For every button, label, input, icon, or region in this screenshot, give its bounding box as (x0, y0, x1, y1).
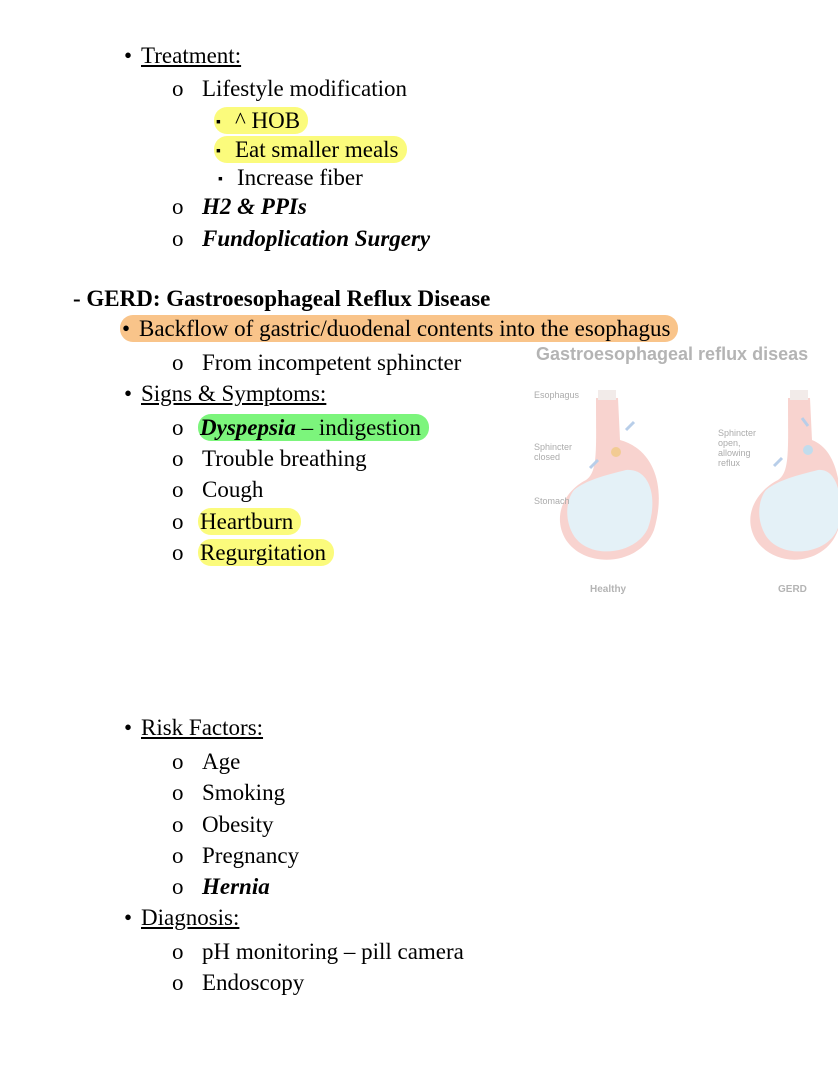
bullet: o (172, 509, 184, 534)
bullet: • (122, 316, 131, 341)
surgery-text: Fundoplication Surgery (202, 226, 431, 251)
bullet: • (124, 43, 133, 68)
bullet: o (172, 350, 184, 375)
highlight (198, 508, 301, 535)
risk-text: Obesity (202, 812, 274, 837)
risk-text: Hernia (202, 874, 270, 899)
sign-item (172, 509, 301, 535)
risk-item (172, 749, 240, 775)
bullet: • (124, 715, 133, 740)
lifestyle-item-meals (218, 137, 407, 165)
signs-heading-line (124, 381, 326, 407)
lifestyle-item-hob (218, 108, 308, 136)
gerd-stomach (750, 390, 838, 560)
diagnosis-item (172, 939, 464, 965)
label-sphincter-open-2: open, (718, 438, 741, 448)
highlight (214, 136, 407, 163)
surgery-line (172, 226, 430, 252)
risk-text: Smoking (202, 780, 286, 805)
label-esophagus: Esophagus (534, 390, 580, 400)
label-sphincter-closed-1: Sphincter (534, 442, 573, 452)
diagnosis-text: Endoscopy (202, 970, 305, 995)
meds-line (172, 194, 307, 220)
bullet: • (124, 381, 133, 406)
bullet: o (172, 540, 184, 565)
gerd-illustration (526, 340, 838, 605)
highlight (120, 315, 678, 342)
bullet: o (172, 415, 184, 440)
sign-text: Cough (202, 477, 264, 502)
treatment-heading-line (124, 43, 241, 69)
sign-text: Regurgitation (200, 540, 327, 565)
sign-text: Heartburn (200, 509, 294, 534)
dyspepsia-definition: – indigestion (295, 415, 422, 440)
diagnosis-heading: Diagnosis: (141, 905, 240, 930)
risk-heading-line (124, 715, 263, 741)
bullet: o (172, 749, 184, 774)
lifestyle-label: Lifestyle modification (202, 76, 408, 101)
gerd-title: - GERD: Gastroesophageal Reflux Disease (73, 286, 491, 311)
caption-gerd: GERD (778, 584, 807, 595)
bullet: o (172, 874, 184, 899)
gerd-cause-line (172, 350, 461, 376)
sign-dyspepsia (172, 415, 429, 441)
gerd-definition-line (124, 316, 678, 342)
label-sphincter-open-3: allowing (718, 448, 751, 458)
label-sphincter-open-4: reflux (718, 458, 741, 468)
bullet: o (172, 194, 184, 219)
diagnosis-item (172, 970, 304, 996)
bullet: ▪ (218, 172, 223, 187)
bullet: o (172, 843, 184, 868)
highlight (198, 539, 334, 566)
lifestyle-item-fiber (218, 165, 363, 193)
gerd-definition: Backflow of gastric/duodenal contents into the esophagus (139, 316, 671, 341)
risk-item (172, 843, 299, 869)
treatment-heading: Treatment: (141, 43, 242, 68)
sign-item (172, 477, 263, 503)
signs-heading: Signs & Symptoms: (141, 381, 327, 406)
bullet: o (172, 76, 184, 101)
lifestyle-item-text: ^ HOB (235, 108, 301, 133)
bullet: ▪ (216, 115, 221, 130)
label-sphincter-open-1: Sphincter (718, 428, 757, 438)
risk-item (172, 812, 274, 838)
dyspepsia-term: Dyspepsia (200, 415, 296, 440)
healthy-stomach (560, 390, 659, 560)
bullet: o (172, 226, 184, 251)
bullet: o (172, 970, 184, 995)
sign-text: Trouble breathing (202, 446, 367, 471)
meds-text: H2 & PPIs (202, 194, 307, 219)
label-stomach: Stomach (534, 496, 570, 506)
bullet: o (172, 939, 184, 964)
highlight (214, 107, 308, 134)
bullet: o (172, 812, 184, 837)
sign-item (172, 540, 334, 566)
figure-title: Gastroesophageal reflux diseas (536, 344, 809, 364)
bullet: • (124, 905, 133, 930)
lifestyle-item-text: Increase fiber (237, 165, 363, 190)
lifestyle-line (172, 76, 407, 102)
risk-text: Pregnancy (202, 843, 300, 868)
bullet: o (172, 780, 184, 805)
gerd-cause: From incompetent sphincter (202, 350, 462, 375)
diagnosis-text: pH monitoring – pill camera (202, 939, 464, 964)
bullet: o (172, 477, 184, 502)
bullet: ▪ (216, 144, 221, 159)
risk-text: Age (202, 749, 241, 774)
bullet: o (172, 446, 184, 471)
risk-heading: Risk Factors: (141, 715, 264, 740)
caption-healthy: Healthy (590, 584, 627, 595)
risk-item (172, 780, 285, 806)
sign-item (172, 446, 367, 472)
diagnosis-heading-line (124, 905, 239, 931)
label-sphincter-closed-2: closed (534, 452, 561, 462)
highlight (198, 414, 429, 441)
risk-item-hernia (172, 874, 270, 900)
lifestyle-item-text: Eat smaller meals (235, 137, 399, 162)
